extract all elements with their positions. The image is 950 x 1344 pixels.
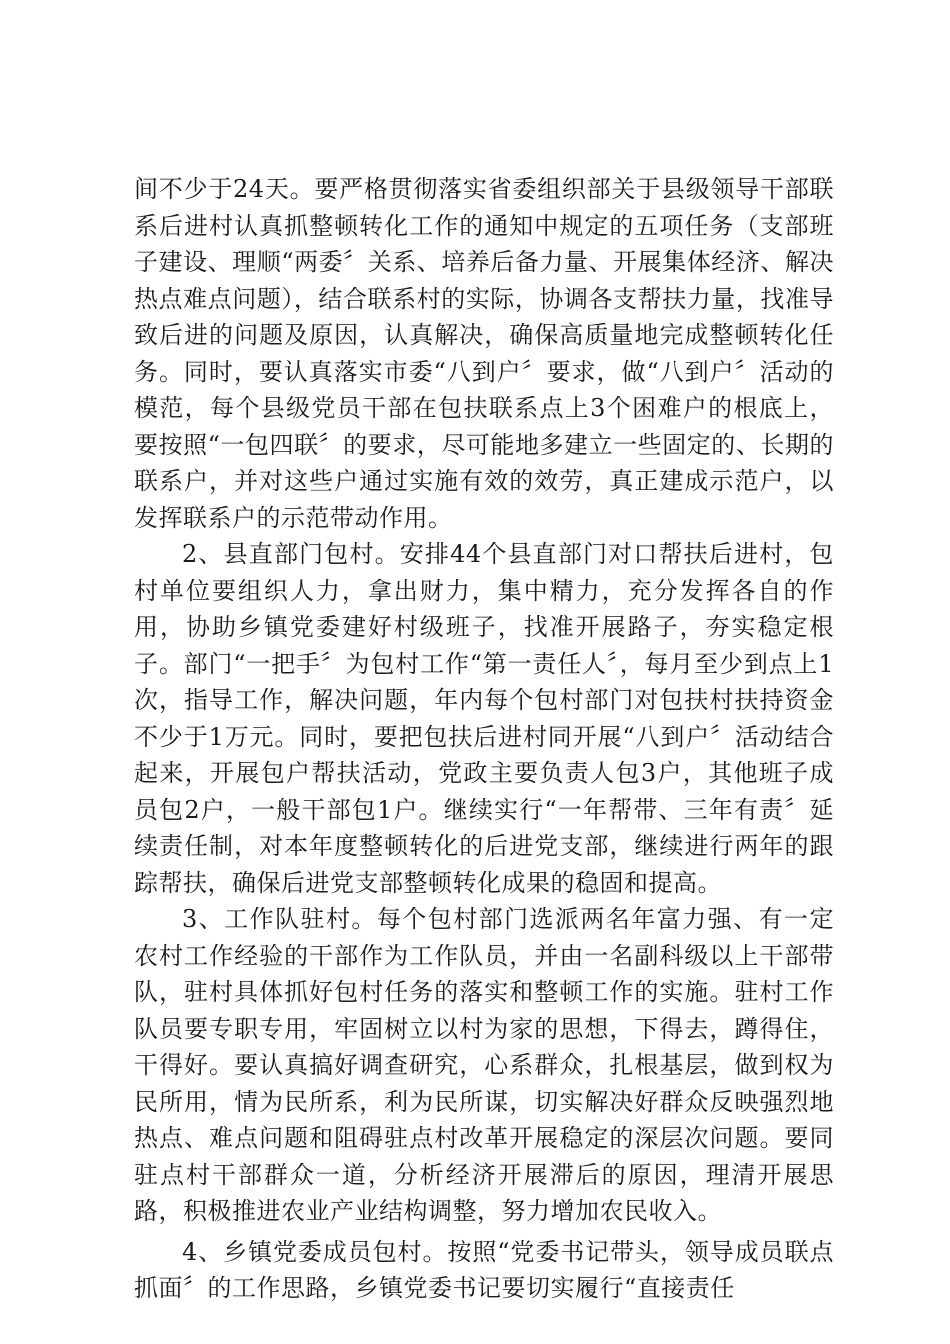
paragraph-work-team: 3、工作队驻村。每个包村部门选派两名年富力强、有一定农村工作经验的干部作为工作队员，并由一名副科级以上干部带队，驻村具体抓好包村任务的落实和整顿工作的实施。驻村工作队员要专职专用，牢固树立以村为家的思想，下得去，蹲得住，干得好。要认真搞好调查研究，心系群众，扎根基层，做到权为民所用，情为民所系，利为民所谋，切实解决好群众反映强烈地热点、难点问题和阻碍驻点村改革开展稳定的深层次问题。要同驻点村干部群众一道，分析经济开展滞后的原因，理清开展思路，积极推进农业产业结构调整，努力增加农民收入。 — [134, 905, 834, 1225]
document-body — [134, 171, 834, 1307]
paragraph-township-committee: 4、乡镇党委成员包村。按照“党委书记带头，领导成员联点抓面〞的工作思路，乡镇党委书记要切实履行“直接责任 — [134, 1237, 834, 1302]
paragraph-continuation: 间不少于24天。要严格贯彻落实省委组织部关于县级领导干部联系后进村认真抓整顿转化工作的通知中规定的五项任务（支部班子建设、理顺“两委〞关系、培养后备力量、开展集体经济、解决热点难点问题），结合联系村的实际，协调各支帮扶力量，找准导致后进的问题及原因，认真解决，确保高质量地完成整顿转化任务。同时，要认真落实市委“八到户〞要求，做“八到户〞活动的模范，每个县级党员干部在包扶联系点上3个困难户的根底上，要按照“一包四联〞的要求，尽可能地多建立一些固定的、长期的联系户，并对这些户通过实施有效的效劳，真正建成示范户，以发挥联系户的示范带动作用。 — [134, 175, 834, 532]
paragraph-county-departments: 2、县直部门包村。安排44个县直部门对口帮扶后进村，包村单位要组织人力，拿出财力，集中精力，充分发挥各自的作用，协助乡镇党委建好村级班子，找准开展路子，夯实稳定根子。部门“一把手〞为包村工作“第一责任人〞，每月至少到点上1次，指导工作，解决问题，年内每个包村部门对包扶村扶持资金不少于1万元。同时，要把包扶后进村同开展“八到户〞活动结合起来，开展包户帮扶活动，党政主要负责人包3户，其他班子成员包2户，一般干部包1户。继续实行“一年帮带、三年有责〞延续责任制，对本年度整顿转化的后进党支部，继续进行两年的跟踪帮扶，确保后进党支部整顿转化成果的稳固和提高。 — [134, 540, 834, 897]
